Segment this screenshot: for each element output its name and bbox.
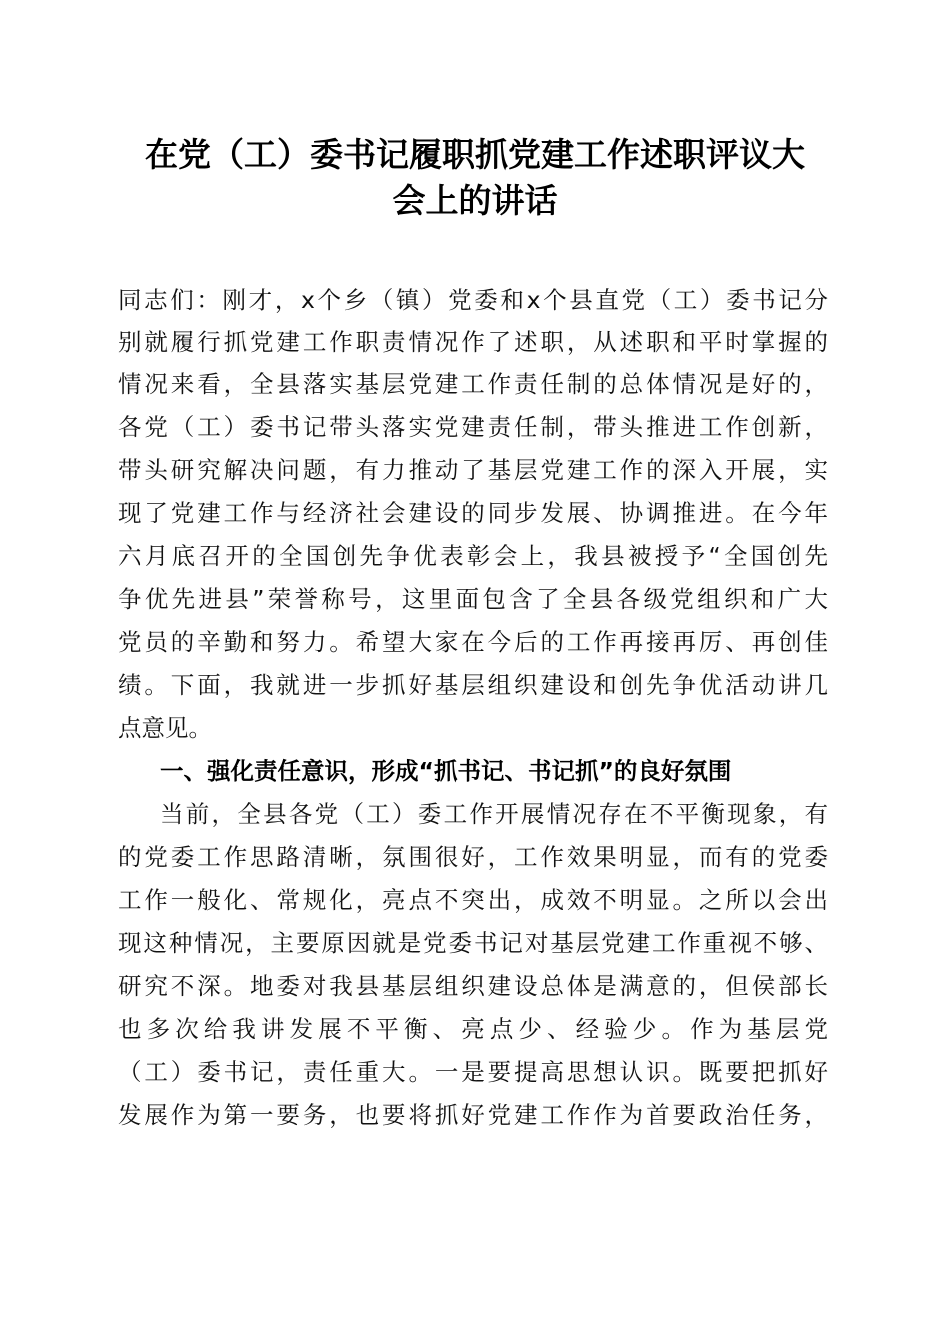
text-line: 发展作为第一要务，也要将抓好党建工作作为首要政治任务， [118,1101,828,1129]
section-heading-1: 一、强化责任意识，形成“抓书记、书记抓”的良好氛围 [160,757,732,785]
text-line: 各党（工）委书记带头落实党建责任制，带头推进工作创新， [118,413,828,441]
text-line: 工作一般化、常规化，亮点不突出，成效不明显。之所以会出 [118,886,828,914]
text-line: 当前，全县各党（工）委工作开展情况存在不平衡现象，有 [160,800,828,828]
text-line: 也多次给我讲发展不平衡、亮点少、经验少。作为基层党 [118,1015,828,1043]
text-line: 党员的辛勤和努力。希望大家在今后的工作再接再厉、再创佳 [118,628,828,656]
text-line: 带头研究解决问题，有力推动了基层党建工作的深入开展，实 [118,456,828,484]
text-line: 点意见。 [118,714,212,742]
text-line: 别就履行抓党建工作职责情况作了述职，从述职和平时掌握的 [118,328,828,356]
title-line-2: 会上的讲话 [392,181,558,220]
text-line: 研究不深。地委对我县基层组织建设总体是满意的，但侯部长 [118,972,828,1000]
text-line: 现了党建工作与经济社会建设的同步发展、协调推进。在今年 [118,499,828,527]
text-line: 六月底召开的全国创先争优表彰会上，我县被授予“全国创先 [118,542,828,570]
text-line: （工）委书记，责任重大。一是要提高思想认识。既要把抓好 [118,1058,828,1086]
text-line: 同志们：刚才，x个乡（镇）党委和x个县直党（工）委书记分 [118,286,828,314]
text-line: 的党委工作思路清晰，氛围很好，工作效果明显，而有的党委 [118,843,828,871]
text-line: 现这种情况，主要原因就是党委书记对基层党建工作重视不够、 [118,929,828,957]
text-line: 绩。下面，我就进一步抓好基层组织建设和创先争优活动讲几 [118,671,828,699]
title-line-1: 在党（工）委书记履职抓党建工作述职评议大 [145,135,805,174]
text-line: 情况来看，全县落实基层党建工作责任制的总体情况是好的， [118,370,828,398]
text-line: 争优先进县”荣誉称号，这里面包含了全县各级党组织和广大 [118,585,828,613]
document-title [100,132,850,224]
